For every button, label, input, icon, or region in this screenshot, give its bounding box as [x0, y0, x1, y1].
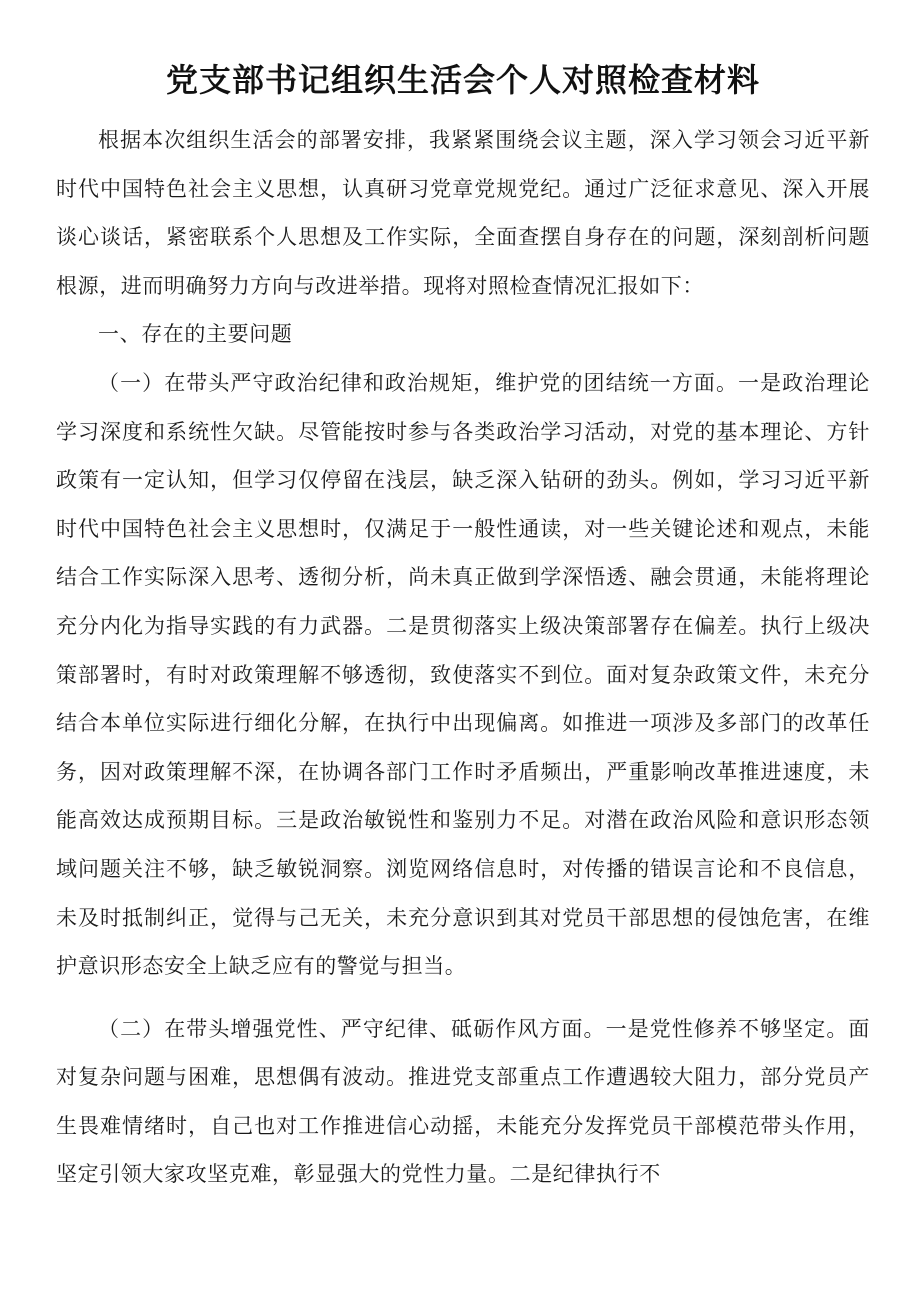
item-1-paragraph: （一）在带头严守政治纪律和政治规矩，维护党的团结统一方面。一是政治理论学习深度和系统性欠缺。尽管能按时参与各类政治学习活动，对党的基本理论、方针政策有一定认知，但学习仅停留在浅层，缺乏深入钻研的劲头。例如，学习习近平新时代中国特色社会主义思想时，仅满足于一般性通读，对一些关键论述和观点，未能结合工作实际深入思考、透彻分析，尚未真正做到学深悟透、融会贯通，未能将理论充分内化为指导实践的有力武器。二是贯彻落实上级决策部署存在偏差。执行上级决策部署时，有时对政策理解不够透彻，致使落实不到位。面对复杂政策文件，未充分结合本单位实际进行细化分解，在执行中出现偏离。如推进一项涉及多部门的改革任务，因对政策理解不深，在协调各部门工作时矛盾频出，严重影响改革推进速度，未能高效达成预期目标。三是政治敏锐性和鉴别力不足。对潜在政治风险和意识形态领域问题关注不够，缺乏敏锐洞察。浏览网络信息时，对传播的错误言论和不良信息，未及时抵制纠正，觉得与己无关，未充分意识到其对党员干部思想的侵蚀危害，在维护意识形态安全上缺乏应有的警觉与担当。: [56, 370, 870, 979]
intro-paragraph: 根据本次组织生活会的部署安排，我紧紧围绕会议主题，深入学习领会习近平新时代中国特色社会主义思想，认真研习党章党规党纪。通过广泛征求意见、深入开展谈心谈话，紧密联系个人思想及工作实际，全面查摆自身存在的问题，深刻剖析问题根源，进而明确努力方向与改进举措。现将对照检查情况汇报如下：: [56, 128, 870, 298]
item-2-paragraph: （二）在带头增强党性、严守纪律、砥砺作风方面。一是党性修养不够坚定。面对复杂问题与困难，思想偶有波动。推进党支部重点工作遭遇较大阻力，部分党员产生畏难情绪时，自己也对工作推进信心动摇，未能充分发挥党员干部模范带头作用，坚定引领大家攻坚克难，彰显强大的党性力量。二是纪律执行不: [56, 1016, 870, 1187]
section-heading: 一、存在的主要问题: [98, 322, 293, 347]
document-title: 党支部书记组织生活会个人对照检查材料: [165, 61, 760, 99]
paragraph-gap: [56, 991, 870, 1005]
